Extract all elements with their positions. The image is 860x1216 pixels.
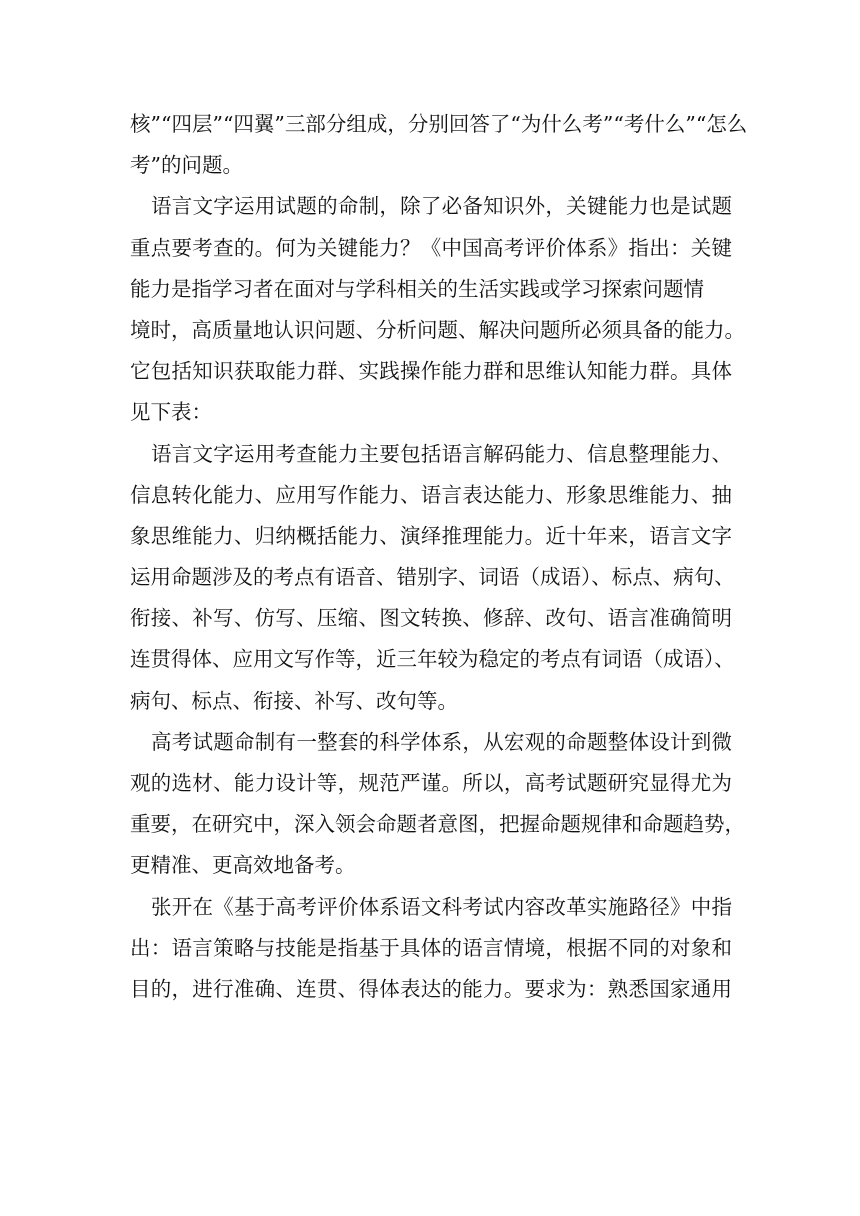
text-line: 能力是指学习者在面对与学科相关的生活实践或学习探索问题情 [130, 276, 704, 301]
text-line: 目的，进行准确、连贯、得体表达的能力。要求为：熟悉国家通用 [130, 976, 732, 1001]
text-line: 象思维能力、归纳概括能力、演绎推理能力。近十年来，语言文字 [130, 523, 732, 548]
text-line: 见下表： [130, 400, 212, 425]
text-line: 衔接、补写、仿写、压缩、图文转换、修辞、改句、语言准确简明 [130, 606, 732, 631]
body-text [130, 104, 748, 1010]
text-line: 连贯得体、应用文写作等，近三年较为稳定的考点有词语（成语）、 [130, 647, 735, 672]
text-line: 核”“四层”“四翼”三部分组成，分别回答了“为什么考”“考什么”“怎么 [130, 112, 748, 136]
text-line: 运用命题涉及的考点有语音、错别字、词语（成语）、标点、病句、 [130, 565, 735, 590]
text-line: 出：语言策略与技能是指基于具体的语言情境，根据不同的对象和 [130, 935, 732, 960]
paragraph-first-line: 语言文字运用考查能力主要包括语言解码能力、信息整理能力、 [151, 441, 732, 466]
paragraph-first-line: 高考试题命制有一整套的科学体系，从宏观的命题整体设计到微 [151, 729, 732, 754]
text-line: 信息转化能力、应用写作能力、语言表达能力、形象思维能力、抽 [130, 482, 732, 507]
text-line: 病句、标点、衔接、补写、改句等。 [130, 688, 458, 713]
text-line: 重要，在研究中，深入领会命题者意图，把握命题规律和命题趋势， [130, 812, 745, 837]
text-line: 观的选材、能力设计等，规范严谨。所以，高考试题研究显得尤为 [130, 771, 732, 795]
text-line: 更精准、更高效地备考。 [130, 853, 356, 878]
text-line: 境时，高质量地认识问题、分析问题、解决问题所必须具备的能力。 [130, 317, 745, 342]
text-line: 重点要考查的。何为关键能力？《中国高考评价体系》指出：关键 [130, 235, 732, 260]
paragraph-first-line: 语言文字运用试题的命制，除了必备知识外，关键能力也是试题 [151, 194, 732, 219]
paragraph-first-line: 张开在《基于高考评价体系语文科考试内容改革实施路径》中指 [151, 894, 732, 919]
text-line: 它包括知识获取能力群、实践操作能力群和思维认知能力群。具体 [130, 359, 732, 384]
text-line: 考”的问题。 [130, 153, 243, 178]
